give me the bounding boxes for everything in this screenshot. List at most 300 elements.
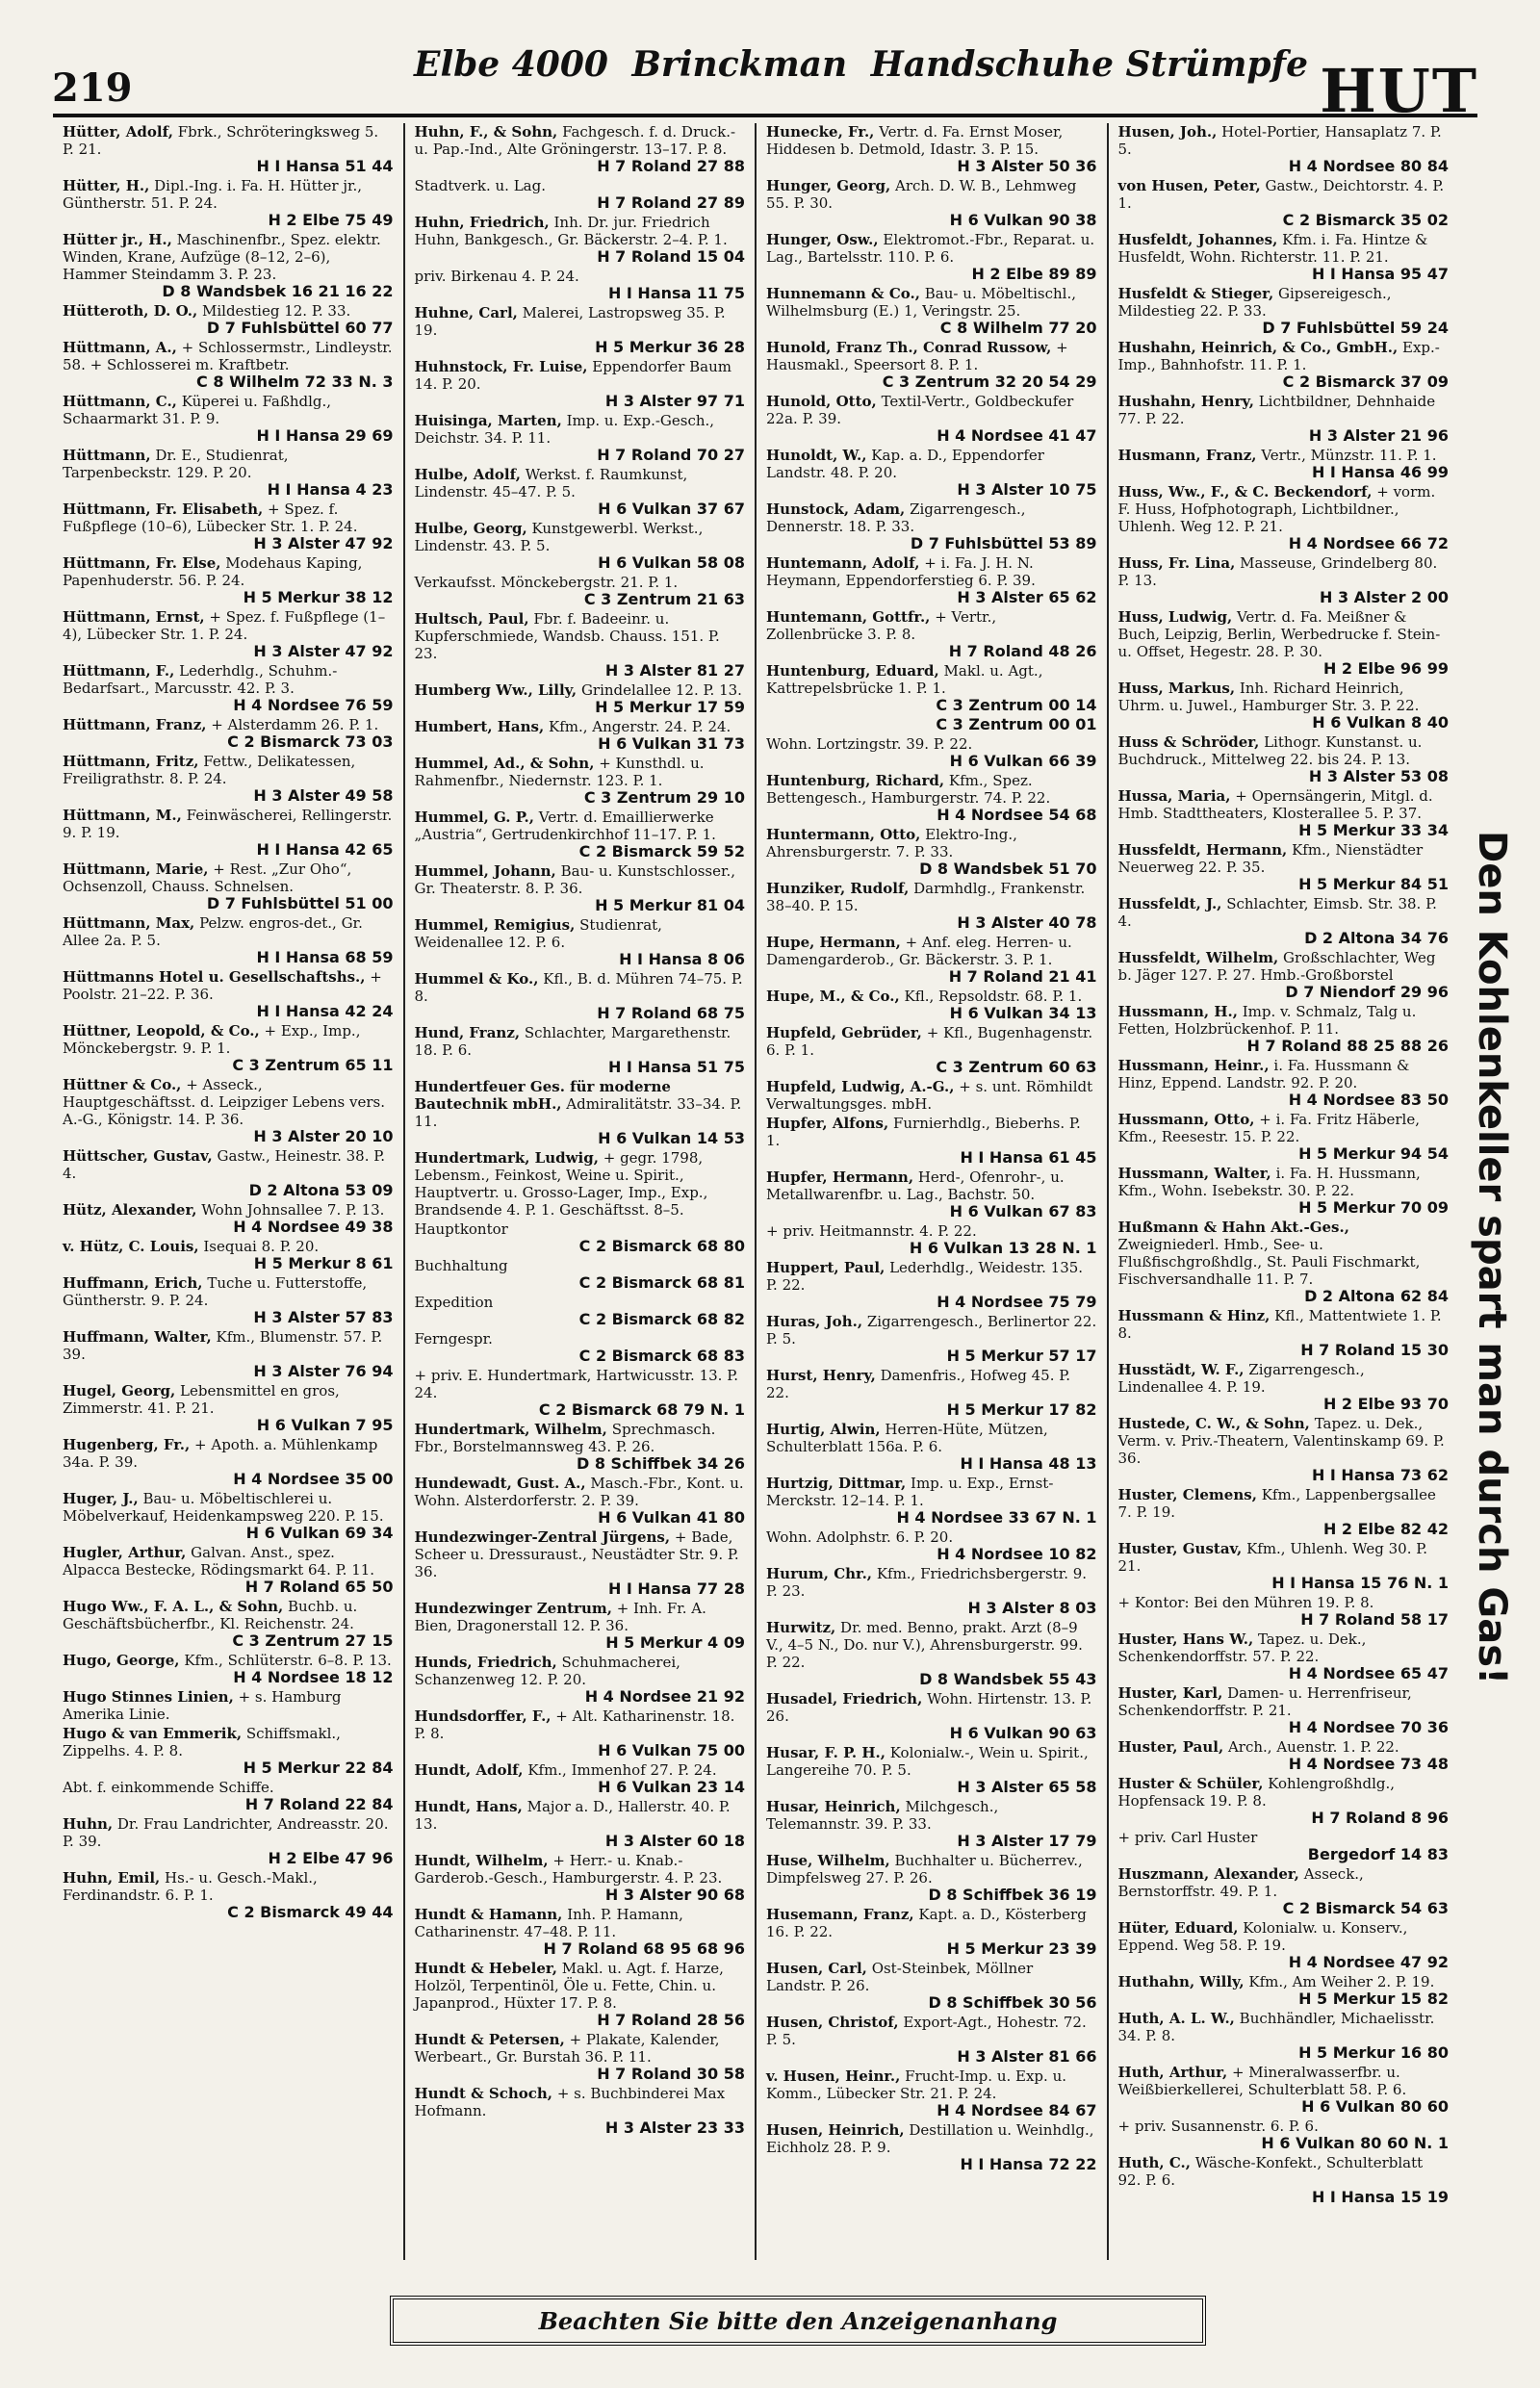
- entry-details: Kfm., Uhlenh. Weg 30. P. 21.: [1117, 1540, 1428, 1575]
- entry-phone: H I Hansa 15 19: [1311, 2188, 1449, 2206]
- entry-name: Huth, Arthur,: [1117, 2064, 1228, 2081]
- entry-phone: H 3 Alster 76 94: [253, 1362, 394, 1380]
- directory-entry: [63, 914, 394, 966]
- directory-entry: [415, 1600, 746, 1652]
- entry-details: + Alt. Katharinenstr. 18. P. 8.: [414, 1708, 735, 1742]
- entry-details: Grindelallee 12. P. 13.: [580, 681, 742, 699]
- entry-details: Inh. P. Hamann, Catharinenstr. 47–48. P. 11.: [414, 1906, 683, 1940]
- entry-details: Malerei, Lastropsweg 35. P. 19.: [414, 304, 726, 339]
- entry-name: Huss & Schröder,: [1117, 733, 1260, 751]
- directory-entry: [766, 1421, 1097, 1473]
- entry-details: + Exp., Imp., Mönckebergstr. 9. P. 1.: [63, 1022, 361, 1057]
- directory-entry: [415, 1475, 746, 1527]
- entry-phone: D 2 Altona 62 84: [1304, 1287, 1449, 1305]
- directory-entry: [63, 1022, 394, 1074]
- directory-entry: [1118, 1057, 1450, 1109]
- directory-entry: [415, 681, 746, 716]
- entry-name: Husen, Heinrich,: [766, 2121, 905, 2139]
- entry-phone: D 2 Altona 53 09: [248, 1181, 394, 1199]
- entry-phone: C 3 Zentrum 21 63: [583, 590, 745, 608]
- entry-phone: C 2 Bismarck 73 03: [227, 732, 394, 751]
- entry-phone: H 7 Roland 27 89: [597, 193, 745, 212]
- entry-details: Arch. D. W. B., Lehmweg 55. P. 30.: [766, 177, 1077, 212]
- entry-details: Makl. u. Agt., Kattrepelsbrücke 1. P. 1.: [766, 662, 1043, 697]
- entry-name: Huster, Clemens,: [1117, 1486, 1257, 1503]
- entry-details: Dipl.-Ing. i. Fa. H. Hütter jr., Güntherstr. 51. P. 24.: [63, 177, 363, 212]
- directory-entry: [415, 268, 746, 302]
- entry-name: Huster, Paul,: [1117, 1738, 1224, 1756]
- directory-entry: [1118, 1361, 1450, 1413]
- entry-name: Hüttmann, Max,: [63, 914, 195, 932]
- directory-entry: [766, 1744, 1097, 1796]
- entry-phone: H 7 Roland 28 56: [597, 2011, 745, 2029]
- directory-entry: [415, 177, 746, 212]
- directory-entry: [415, 412, 746, 464]
- entry-details: Pelzw. engros-det., Gr. Allee 2a. P. 5.: [63, 914, 363, 949]
- entry-phone: H 6 Vulkan 37 67: [598, 500, 745, 518]
- entry-details: Modehaus Kaping, Papenhuderstr. 56. P. 24.: [63, 554, 363, 589]
- directory-entry: [766, 177, 1097, 229]
- directory-entry: [766, 1475, 1097, 1527]
- entry-details: Asseck., Bernstorffstr. 49. P. 1.: [1117, 1865, 1364, 1900]
- header-rule: [53, 114, 1477, 117]
- directory-entry: [415, 1220, 746, 1255]
- entry-phone: C 2 Bismarck 68 82: [578, 1310, 745, 1328]
- entry-details: Kfm., Blumenstr. 57. P. 39.: [63, 1328, 383, 1363]
- directory-entry: [63, 662, 394, 714]
- entry-details: + Vertr., Zollenbrücke 3. P. 8.: [766, 608, 997, 643]
- entry-phone: H 6 Vulkan 7 95: [256, 1416, 394, 1434]
- entry-name: Huppert, Paul,: [766, 1259, 886, 1276]
- directory-entry: [766, 2067, 1097, 2119]
- directory-entry: [63, 1779, 394, 1813]
- entry-name: Huger, J.,: [63, 1490, 139, 1507]
- directory-entry: [415, 1906, 746, 1958]
- entry-phone: H 4 Nordsee 18 12: [233, 1668, 394, 1686]
- entry-name: Hupfeld, Ludwig, A.-G.,: [766, 1078, 955, 1095]
- entry-name: Husadel, Friedrich,: [766, 1690, 923, 1708]
- directory-entry: [1118, 1919, 1450, 1971]
- directory-entry: [1118, 2154, 1450, 2206]
- entry-name: Hüttner, Leopold, & Co.,: [63, 1022, 260, 1040]
- directory-entry: [1118, 1973, 1450, 2008]
- entry-phone: H I Hansa 29 69: [256, 426, 394, 445]
- directory-entry: [766, 501, 1097, 552]
- directory-entry: [766, 393, 1097, 445]
- entry-details: Hs.- u. Gesch.-Makl., Ferdinandstr. 6. P. 1.: [63, 1869, 318, 1904]
- directory-entry: [766, 880, 1097, 932]
- entry-phone: H I Hansa 77 28: [607, 1579, 745, 1598]
- entry-phone: C 3 Zentrum 00 14: [936, 696, 1097, 714]
- directory-entry: [63, 807, 394, 859]
- entry-details: + Asseck., Hauptgeschäftsst. d. Leipziger Lebens vers. A.-G., Königstr. 14. P. 36.: [63, 1076, 385, 1128]
- directory-entry: [766, 554, 1097, 606]
- entry-details: Wohn Johnsallee 7. P. 13.: [201, 1201, 385, 1219]
- directory-entry: [1118, 2118, 1450, 2152]
- directory-entry: [1118, 1111, 1450, 1163]
- entry-name: Hüttscher, Gustav,: [63, 1147, 213, 1165]
- directory-entry: [63, 1201, 394, 1236]
- column-1: [53, 123, 403, 2260]
- entry-details: Wohn. Hirtenstr. 13. P. 26.: [766, 1690, 1092, 1725]
- directory-entry: [1118, 1775, 1450, 1827]
- directory-entry: [415, 1149, 746, 1219]
- entry-name: Hussfeldt, Hermann,: [1117, 841, 1288, 859]
- columns-container: [53, 123, 1458, 2260]
- directory-entry: [1118, 123, 1450, 175]
- entry-details: Kapt. a. D., Kösterberg 16. P. 22.: [766, 1906, 1087, 1940]
- entry-details: + Kfl., Bugenhagenstr. 6. P. 1.: [766, 1024, 1093, 1059]
- directory-entry: [766, 1619, 1097, 1688]
- entry-phone: C 2 Bismarck 68 83: [578, 1347, 745, 1365]
- entry-name: Hütz, Alexander,: [63, 1201, 197, 1219]
- entry-details: + Plakate, Kalender, Werbeart., Gr. Burstah 36. P. 11.: [414, 2031, 720, 2066]
- entry-name: Hugenberg, Fr.,: [63, 1436, 191, 1453]
- directory-entry: [766, 826, 1097, 878]
- entry-phone: D 8 Wandsbek 51 70: [919, 860, 1097, 878]
- entry-name: Hütteroth, D. O.,: [63, 302, 198, 320]
- entry-phone: H 3 Alster 57 83: [253, 1308, 394, 1326]
- entry-details: + i. Fa. J. H. N. Heymann, Eppendorferstieg 6. P. 39.: [766, 554, 1036, 589]
- directory-entry: [63, 968, 394, 1020]
- directory-entry: [63, 1815, 394, 1867]
- entry-details: + Opernsängerin, Mitgl. d. Hmb. Stadttheaters, Klosterallee 5. P. 37.: [1117, 787, 1433, 822]
- entry-phone: C 3 Zentrum 00 01: [936, 715, 1097, 733]
- entry-details: Expedition: [414, 1294, 494, 1311]
- entry-details: Dr. Frau Landrichter, Andreasstr. 20. P. 39.: [63, 1815, 389, 1850]
- entry-details: Vertr. d. Emaillierwerke „Austria“, Gertrudenkirchhof 11–17. P. 1.: [414, 809, 716, 843]
- entry-name: Husstädt, W. F.,: [1117, 1361, 1245, 1378]
- directory-entry: [766, 339, 1097, 391]
- directory-entry: [1118, 554, 1450, 606]
- entry-phone: H 7 Roland 22 84: [244, 1795, 394, 1813]
- directory-entry: [63, 1436, 394, 1488]
- directory-entry: [766, 1798, 1097, 1850]
- entry-name: Hummel, Remigius,: [414, 916, 576, 934]
- entry-phone: H I Hansa 11 75: [607, 284, 745, 302]
- entry-name: Hüttmann, Franz,: [63, 716, 207, 733]
- entry-name: Hütter, Adolf,: [63, 123, 173, 141]
- entry-details: Kap. a. D., Eppendorfer Landstr. 48. P. 20.: [766, 447, 1044, 481]
- entry-phone: H 3 Alster 17 79: [957, 1832, 1097, 1850]
- entry-phone: H 6 Vulkan 80 60: [1301, 2097, 1449, 2116]
- entry-details: Gastw., Heinestr. 38. P. 4.: [63, 1147, 386, 1182]
- entry-name: Hussmann, Heinr.,: [1117, 1057, 1270, 1074]
- column-3: [755, 123, 1107, 2260]
- directory-entry: [1118, 733, 1450, 785]
- entry-phone: C 2 Bismarck 49 44: [227, 1903, 394, 1921]
- entry-name: Huffmann, Erich,: [63, 1274, 203, 1292]
- entry-details: Kfm., Lappenbergsallee 7. P. 19.: [1117, 1486, 1436, 1521]
- directory-entry: [63, 1274, 394, 1326]
- entry-details: Schlachter, Eimsb. Str. 38. P. 4.: [1117, 895, 1437, 930]
- entry-name: Hummel & Ko.,: [414, 970, 539, 988]
- directory-entry: [766, 447, 1097, 499]
- entry-phone: C 2 Bismarck 68 79 N. 1: [538, 1400, 745, 1419]
- entry-details: Verkaufsst. Mönckebergstr. 21. P. 1.: [414, 574, 679, 591]
- entry-phone: H 6 Vulkan 41 80: [598, 1508, 745, 1527]
- entry-name: Hupe, Hermann,: [766, 934, 901, 951]
- entry-name: Hultsch, Paul,: [414, 610, 529, 628]
- directory-entry: [415, 1367, 746, 1419]
- directory-entry: [63, 554, 394, 606]
- entry-name: von Husen, Peter,: [1117, 177, 1261, 194]
- entry-phone: H 6 Vulkan 80 60 N. 1: [1261, 2134, 1449, 2152]
- directory-entry: [1118, 895, 1450, 947]
- entry-name: Hundertmark, Ludwig,: [414, 1149, 599, 1167]
- directory-entry: [766, 1078, 1097, 1113]
- entry-details: + Apoth. a. Mühlenkamp 34a. P. 39.: [63, 1436, 378, 1471]
- entry-phone: H 3 Alster 23 33: [604, 2118, 745, 2137]
- directory-entry: [63, 753, 394, 805]
- entry-phone: H 4 Nordsee 35 00: [233, 1470, 394, 1488]
- running-head: HUT: [1320, 56, 1478, 126]
- entry-name: Hugo & van Emmerik,: [63, 1725, 243, 1742]
- entry-details: Buchhändler, Michaelisstr. 34. P. 8.: [1117, 2010, 1435, 2044]
- entry-name: Husmann, Franz,: [1117, 447, 1257, 464]
- entry-name: Huthahn, Willy,: [1117, 1973, 1245, 1990]
- entry-phone: H 5 Merkur 70 09: [1298, 1198, 1449, 1217]
- entry-details: Inh. Dr. jur. Friedrich Huhn, Bankgesch., Gr. Bäckerstr. 2–4. P. 1.: [414, 214, 728, 248]
- entry-details: Fachgesch. f. d. Druck.- u. Pap.-Ind., Alte Gröningerstr. 13–17. P. 8.: [414, 123, 736, 158]
- entry-name: Hussmann & Hinz,: [1117, 1307, 1270, 1324]
- entry-details: Kohlengroßhdlg., Hopfensack 19. P. 8.: [1117, 1775, 1396, 1810]
- entry-phone: H 5 Merkur 81 04: [595, 896, 745, 914]
- entry-name: Huntenburg, Eduard,: [766, 662, 939, 680]
- entry-details: priv. Birkenau 4. P. 24.: [414, 268, 579, 285]
- entry-name: Hundt & Petersen,: [414, 2031, 565, 2048]
- entry-phone: H 6 Vulkan 90 63: [949, 1724, 1097, 1742]
- entry-name: Hussfeldt, J.,: [1117, 895, 1222, 912]
- directory-entry: [63, 608, 394, 660]
- entry-phone: C 2 Bismarck 59 52: [578, 842, 745, 860]
- column-2: [403, 123, 756, 2260]
- entry-name: Huhn, Friedrich,: [414, 214, 550, 231]
- entry-phone: D 8 Wandsbek 55 43: [919, 1670, 1097, 1688]
- entry-phone: H 5 Merkur 33 34: [1298, 821, 1449, 839]
- directory-entry: [63, 1725, 394, 1777]
- entry-name: Husar, F. P. H.,: [766, 1744, 886, 1761]
- entry-details: + Alsterdamm 26. P. 1.: [211, 716, 379, 733]
- entry-phone: H 7 Roland 88 25 88 26: [1246, 1037, 1449, 1055]
- entry-details: Wohn. Adolphstr. 6. P. 20.: [766, 1528, 954, 1546]
- entry-details: Gastw., Deichtorstr. 4. P. 1.: [1117, 177, 1445, 212]
- entry-phone: H I Hansa 61 45: [960, 1148, 1097, 1167]
- directory-entry: [1118, 1415, 1450, 1484]
- entry-phone: H 4 Nordsee 75 79: [937, 1293, 1097, 1311]
- entry-phone: H I Hansa 46 99: [1311, 463, 1449, 481]
- entry-phone: H 4 Nordsee 84 67: [937, 2101, 1097, 2119]
- entry-phone: C 2 Bismarck 37 09: [1282, 372, 1449, 391]
- entry-details: + Anf. eleg. Herren- u. Damengarderob., Gr. Bäckerstr. 3. P. 1.: [766, 934, 1072, 968]
- directory-entry: [1118, 1307, 1450, 1359]
- directory-entry: [1118, 1829, 1450, 1863]
- directory-entry: [1118, 1738, 1450, 1773]
- entry-phone: H 4 Nordsee 47 92: [1288, 1953, 1449, 1971]
- entry-phone: H 3 Alster 2 00: [1320, 588, 1449, 606]
- entry-details: Lederhdlg., Schuhm.-Bedarfsart., Marcusstr. 42. P. 3.: [63, 662, 338, 697]
- directory-entry: [766, 1259, 1097, 1311]
- entry-phone: C 8 Wilhelm 77 20: [939, 319, 1097, 337]
- entry-name: Hurst, Henry,: [766, 1367, 876, 1384]
- entry-name: Huster, Gustav,: [1117, 1540, 1243, 1557]
- directory-entry: [766, 285, 1097, 337]
- entry-details: Imp. u. Exp., Ernst-Merckstr. 12–14. P. 1.: [766, 1475, 1054, 1509]
- entry-phone: H 3 Alster 60 18: [604, 1832, 745, 1850]
- entry-name: Humbert, Hans,: [414, 718, 545, 735]
- entry-name: Hugo Stinnes Linien,: [63, 1688, 234, 1706]
- page-number: 219: [52, 65, 133, 111]
- entry-name: Hunziker, Rudolf,: [766, 880, 910, 897]
- entry-phone: H 5 Merkur 15 82: [1298, 1990, 1449, 2008]
- entry-details: + i. Fa. Fritz Häberle, Kfm., Reesestr. 15. P. 22.: [1117, 1111, 1420, 1145]
- entry-name: Huntemann, Gottfr.,: [766, 608, 931, 626]
- entry-details: Kfm., Spez. Bettengesch., Hamburgerstr. 74. P. 22.: [766, 772, 1051, 807]
- entry-phone: H 5 Merkur 94 54: [1298, 1144, 1449, 1163]
- directory-entry: [1118, 393, 1450, 445]
- entry-details: Fettw., Delikatessen, Freiligrathstr. 8. P. 24.: [63, 753, 356, 787]
- directory-entry: [1118, 2010, 1450, 2062]
- entry-details: Tapez. u. Dek., Schenkendorffstr. 57. P. 22.: [1117, 1631, 1367, 1665]
- directory-entry: [415, 574, 746, 608]
- entry-name: Hüttmann, Marie,: [63, 860, 209, 878]
- entry-details: Studienrat, Weidenallee 12. P. 6.: [414, 916, 662, 951]
- entry-phone: C 3 Zentrum 27 15: [232, 1631, 394, 1650]
- entry-details: Tapez. u. Dek., Verm. v. Priv.-Theatern, Valentinskamp 69. P. 36.: [1117, 1415, 1445, 1467]
- entry-phone: C 3 Zentrum 32 20 54 29: [882, 372, 1097, 391]
- entry-phone: H I Hansa 4 23: [267, 480, 394, 499]
- entry-details: Ferngespr.: [414, 1330, 493, 1348]
- entry-name: Hurwitz,: [766, 1619, 836, 1636]
- directory-entry: [766, 1960, 1097, 2012]
- directory-entry: [415, 2085, 746, 2137]
- entry-name: Hüttner & Co.,: [63, 1076, 182, 1093]
- entry-phone: H 2 Elbe 75 49: [268, 211, 394, 229]
- entry-details: Masch.-Fbr., Kont. u. Wohn. Alsterdorferstr. 2. P. 39.: [414, 1475, 744, 1509]
- entry-name: Huster, Hans W.,: [1117, 1631, 1254, 1648]
- directory-entry: [63, 1688, 394, 1723]
- directory-entry: [766, 1528, 1097, 1563]
- directory-entry: [63, 1869, 394, 1921]
- entry-name: Huisinga, Marten,: [414, 412, 562, 429]
- directory-entry: [415, 358, 746, 410]
- entry-details: Herd-, Ofenrohr-, u. Metallwarenfbr. u. Lag., Bachstr. 50.: [766, 1168, 1065, 1203]
- entry-details: + priv. Susannenstr. 6. P. 6.: [1117, 2118, 1319, 2135]
- entry-phone: H 4 Nordsee 80 84: [1288, 157, 1449, 175]
- entry-phone: H 6 Vulkan 8 40: [1312, 713, 1449, 732]
- entry-phone: H 3 Alster 81 66: [957, 2047, 1097, 2066]
- entry-phone: H 3 Alster 50 36: [957, 157, 1097, 175]
- entry-name: Hupfer, Hermann,: [766, 1168, 914, 1186]
- entry-details: Major a. D., Hallerstr. 40. P. 13.: [414, 1798, 731, 1833]
- directory-entry: [415, 466, 746, 518]
- entry-name: Husar, Heinrich,: [766, 1798, 901, 1815]
- directory-entry: [63, 177, 394, 229]
- directory-entry: [1118, 1631, 1450, 1682]
- entry-phone: H 4 Nordsee 66 72: [1288, 534, 1449, 552]
- entry-phone: H 6 Vulkan 31 73: [598, 734, 745, 753]
- entry-phone: H 5 Merkur 17 82: [946, 1400, 1097, 1419]
- entry-details: + Bade, Scheer u. Dressuraust., Neustädter Str. 9. P. 36.: [414, 1528, 739, 1580]
- entry-name: Hundsdorffer, F.,: [414, 1708, 552, 1725]
- entry-details: Großschlachter, Weg b. Jäger 127. P. 27. Hmb.-Großborstel: [1117, 949, 1436, 984]
- directory-entry: [766, 988, 1097, 1022]
- entry-details: Bau- u. Möbeltischl., Wilhelmsburg (E.) 1, Veringstr. 25.: [766, 285, 1076, 320]
- entry-phone: D 2 Altona 34 76: [1304, 929, 1449, 947]
- entry-name: Hußmann & Hahn Akt.-Ges.,: [1117, 1219, 1349, 1236]
- entry-phone: H 2 Elbe 93 70: [1322, 1395, 1449, 1413]
- entry-name: Hunecke, Fr.,: [766, 123, 875, 141]
- directory-entry: [1118, 949, 1450, 1001]
- entry-phone: C 2 Bismarck 35 02: [1282, 211, 1449, 229]
- directory-entry: [415, 809, 746, 860]
- entry-details: + Mineralwasserfbr. u. Weißbierkellerei, Schulterblatt 58. P. 6.: [1117, 2064, 1407, 2098]
- entry-details: + vorm. F. Huss, Hofphotograph, Lichtbildner., Uhlenh. Weg 12. P. 21.: [1117, 483, 1436, 535]
- entry-details: Inh. Richard Heinrich, Uhrm. u. Juwel., Hamburger Str. 3. P. 22.: [1117, 680, 1420, 714]
- entry-phone: H 4 Nordsee 21 92: [584, 1687, 745, 1706]
- entry-name: Huss, Fr. Lina,: [1117, 554, 1236, 572]
- directory-entry: [1118, 1865, 1450, 1917]
- entry-name: Huth, C.,: [1117, 2154, 1191, 2171]
- entry-details: + Kontor: Bei den Mühren 19. P. 8.: [1117, 1594, 1374, 1611]
- entry-phone: D 7 Fuhlsbüttel 59 24: [1262, 319, 1449, 337]
- entry-details: Stadtverk. u. Lag.: [414, 177, 546, 194]
- directory-entry: [63, 339, 394, 391]
- entry-phone: H 6 Vulkan 58 08: [598, 553, 745, 572]
- entry-name: Humberg Ww., Lilly,: [414, 681, 578, 699]
- directory-entry: [415, 610, 746, 680]
- entry-details: Admiralitätstr. 33–34. P. 11.: [414, 1095, 742, 1130]
- directory-entry: [63, 393, 394, 445]
- directory-entry: [1118, 1165, 1450, 1217]
- banner-right: Handschuhe Strümpfe: [870, 44, 1308, 85]
- directory-entry: [415, 214, 746, 266]
- entry-phone: D 7 Fuhlsbüttel 51 00: [206, 894, 394, 912]
- entry-details: + priv. E. Hundertmark, Hartwicusstr. 13. P. 24.: [414, 1367, 739, 1401]
- entry-phone: H I Hansa 72 22: [960, 2155, 1097, 2173]
- entry-details: Maschinenfbr., Spez. elektr. Winden, Krane, Aufzüge (8–12, 2–6), Hammer Steindamm 3. P. 23.: [63, 231, 381, 283]
- entry-phone: H 3 Alster 47 92: [253, 642, 394, 660]
- entry-name: Huhn, Emil,: [63, 1869, 161, 1887]
- entry-details: Bau- u. Kunstschlosser., Gr. Theaterstr. 8. P. 36.: [414, 862, 736, 897]
- entry-phone: H 5 Merkur 84 51: [1298, 875, 1449, 893]
- entry-phone: H 4 Nordsee 49 38: [233, 1218, 394, 1236]
- entry-details: Frucht-Imp. u. Exp. u. Komm., Lübecker Str. 21. P. 24.: [766, 2067, 1066, 2102]
- entry-phone: H 2 Elbe 96 99: [1322, 659, 1449, 678]
- entry-phone: H 3 Alster 53 08: [1308, 767, 1449, 785]
- entry-details: Vertr., Münzstr. 11. P. 1.: [1261, 447, 1437, 464]
- entry-details: Ost-Steinbek, Möllner Landstr. P. 26.: [766, 1960, 1034, 1994]
- entry-name: Huntermann, Otto,: [766, 826, 921, 843]
- entry-name: Hussmann, Otto,: [1117, 1111, 1255, 1128]
- entry-name: Hupfer, Alfons,: [766, 1115, 889, 1132]
- entry-phone: H 7 Roland 30 58: [597, 2065, 745, 2083]
- entry-details: + Inh. Fr. A. Bien, Dragonerstall 12. P. 36.: [414, 1600, 706, 1634]
- banner-middle: Brinckman: [631, 44, 848, 85]
- entry-details: + s. Buchbinderei Max Hofmann.: [414, 2085, 726, 2119]
- entry-details: Wohn. Lortzingstr. 39. P. 22.: [766, 735, 973, 753]
- entry-name: Huntenburg, Richard,: [766, 772, 945, 789]
- entry-details: Mildestieg 12. P. 33.: [202, 302, 351, 320]
- directory-entry: [415, 1294, 746, 1328]
- entry-details: Kfm., Schlüterstr. 6–8. P. 13.: [184, 1652, 392, 1669]
- entry-details: + s. unt. Römhildt Verwaltungsges. mbH.: [766, 1078, 1093, 1113]
- entry-phone: H 4 Nordsee 33 67 N. 1: [896, 1508, 1097, 1527]
- directory-entry: [1118, 1594, 1450, 1629]
- entry-phone: H 3 Alster 81 27: [604, 661, 745, 680]
- entry-phone: C 8 Wilhelm 72 33 N. 3: [196, 372, 394, 391]
- directory-entry: [766, 2014, 1097, 2066]
